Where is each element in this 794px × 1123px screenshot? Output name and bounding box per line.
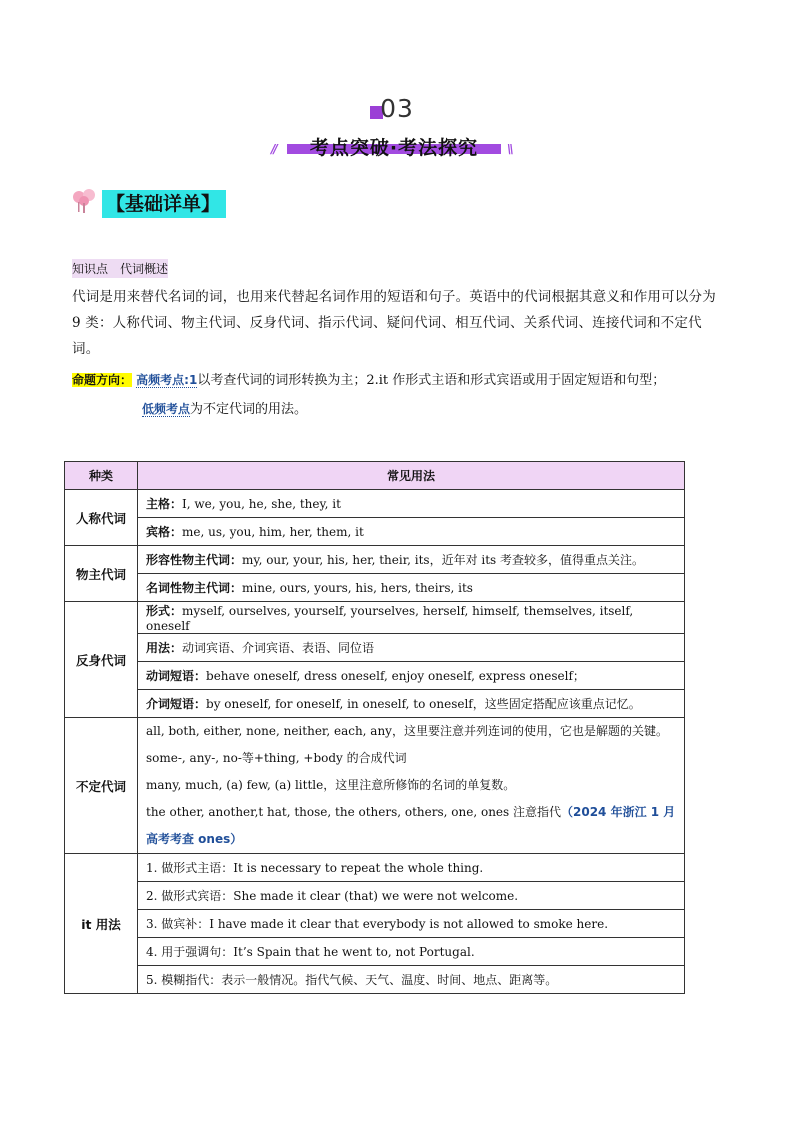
banner-left-slashes: // — [271, 142, 276, 156]
category-reflexive: 反身代词 — [65, 602, 138, 718]
chapter-title-banner — [287, 133, 501, 159]
chapter-number: 03 — [0, 94, 794, 123]
usage-cell: 宾格：me, us, you, him, her, them, it — [138, 518, 685, 546]
table-row — [65, 546, 685, 574]
high-frequency-text: 以考查代词的词形转换为主；2.it 作形式主语和形式宾语或用于固定短语和句型； — [197, 373, 666, 388]
usage-cell: 名词性物主代词：mine, ours, yours, his, hers, theirs, its — [138, 574, 685, 602]
table-header-row — [65, 462, 685, 490]
table-row — [65, 634, 685, 662]
knowledge-point-name: 代词概述 — [120, 262, 169, 276]
flower-icon — [71, 188, 99, 214]
usage-cell: all, both, either, none, neither, each, any，这里要注意并列连词的使用，它也是解题的关键。 some-, any-, no-等+thing, +body 的合成代词 many, much, (a) few, (a) little，这里注意所修饰的名词的单复数。 the other, another,t hat, those, the others, others, one, ones 注意指代（2024 年浙江 1 月高考考查 ones） — [138, 718, 685, 854]
table-row — [65, 882, 685, 910]
knowledge-point — [72, 259, 168, 278]
header-usage: 常见用法 — [138, 462, 685, 490]
usage-cell: 4. 用于强调句：It’s Spain that he went to, not Portugal. — [138, 938, 685, 966]
banner-right-slashes: \\ — [507, 142, 512, 156]
usage-cell: 3. 做宾补：I have made it clear that everybody is not allowed to smoke here. — [138, 910, 685, 938]
pronoun-usage-table — [64, 461, 685, 994]
usage-cell: 形容性物主代词：my, our, your, his, her, their, its，近年对 its 考查较多，值得重点关注。 — [138, 546, 685, 574]
category-it-usage: it 用法 — [65, 854, 138, 994]
table-row — [65, 854, 685, 882]
table-row — [65, 518, 685, 546]
knowledge-point-label: 知识点 — [72, 262, 109, 276]
table-row — [65, 910, 685, 938]
category-personal: 人称代词 — [65, 490, 138, 546]
usage-cell: 用法：动词宾语、介词宾语、表语、同位语 — [138, 634, 685, 662]
usage-cell: 5. 模糊指代：表示一般情况。指代气候、天气、温度、时间、地点、距离等。 — [138, 966, 685, 994]
section-tag: 【基础详单】 — [102, 190, 226, 218]
table-row — [65, 966, 685, 994]
usage-cell: 动词短语：behave oneself, dress oneself, enjoy oneself, express oneself； — [138, 662, 685, 690]
table-row — [65, 490, 685, 518]
table-row — [65, 938, 685, 966]
usage-cell: 2. 做形式宾语：She made it clear (that) we were not welcome. — [138, 882, 685, 910]
header-category: 种类 — [65, 462, 138, 490]
exam-direction — [72, 366, 724, 424]
table-row — [65, 602, 685, 634]
table-row — [65, 690, 685, 718]
category-indefinite: 不定代词 — [65, 718, 138, 854]
category-possessive: 物主代词 — [65, 546, 138, 602]
direction-label: 命题方向： — [72, 373, 133, 387]
intro-paragraph: 代词是用来替代名词的词，也用来代替起名词作用的短语和句子。英语中的代词根据其意义和作用可以分为 9 类：人称代词、物主代词、反身代词、指示代词、疑问代词、相互代词、关系代词、连接代词和不定代词。 — [72, 289, 716, 357]
table-row — [65, 662, 685, 690]
low-frequency-text: 为不定代词的用法。 — [190, 402, 308, 417]
table-row — [65, 718, 685, 854]
usage-cell: 主格：I, we, you, he, she, they, it — [138, 490, 685, 518]
high-frequency-label: 高频考点:1 — [136, 373, 198, 387]
usage-cell: 介词短语：by oneself, for oneself, in oneself, to oneself，这些固定搭配应该重点记忆。 — [138, 690, 685, 718]
exam-note: （2024 年浙江 1 月高考考查 ones） — [146, 805, 676, 846]
usage-cell: 1. 做形式主语：It is necessary to repeat the whole thing. — [138, 854, 685, 882]
low-frequency-label: 低频考点 — [142, 402, 191, 416]
usage-cell: 形式：myself, ourselves, yourself, yourselves, herself, himself, themselves, itself, oneself — [138, 602, 685, 634]
chapter-title: 考点突破·考法探究 — [309, 137, 479, 159]
table-row — [65, 574, 685, 602]
